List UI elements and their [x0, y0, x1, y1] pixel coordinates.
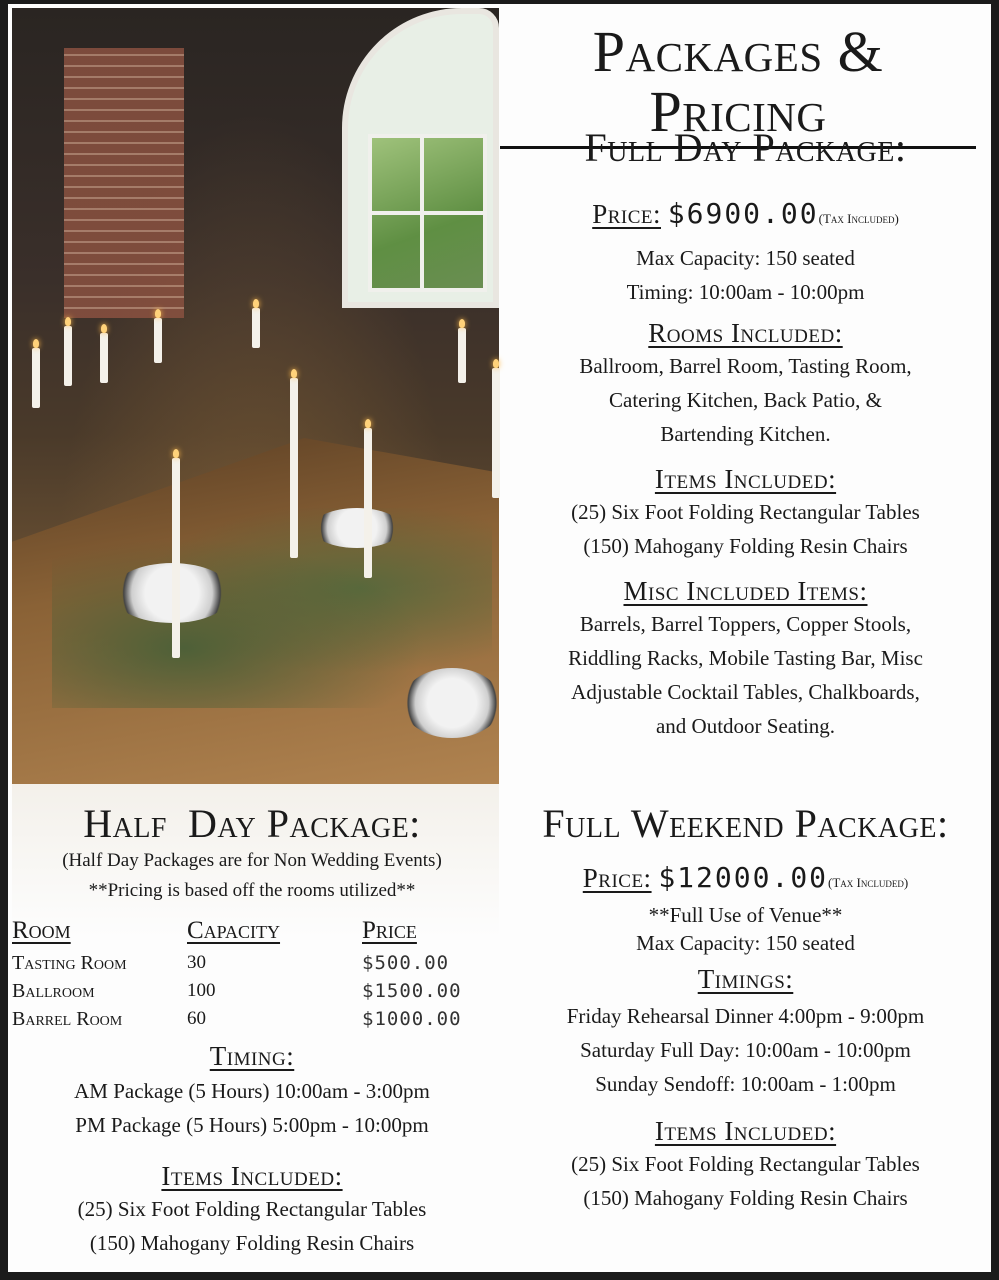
candle	[64, 326, 72, 386]
full-venue-note: **Full Use of Venue**	[648, 903, 843, 927]
column-header-price: Price	[362, 917, 417, 944]
misc-heading: Misc Included Items:	[623, 576, 868, 606]
rooms-heading: Rooms Included:	[648, 318, 843, 348]
plate	[312, 508, 402, 548]
plate	[402, 668, 502, 738]
items-heading: Items Included:	[654, 1116, 837, 1146]
items-line: (150) Mahogany Folding Resin Chairs	[583, 534, 908, 558]
items-heading: Items Included:	[654, 464, 837, 494]
candle	[492, 368, 500, 498]
items-line: (25) Six Foot Folding Rectangular Tables	[571, 500, 920, 524]
pricing-sheet	[8, 4, 991, 1272]
rooms-line: Bartending Kitchen.	[660, 422, 831, 446]
candle	[32, 348, 40, 408]
page-title: Packages & Pricing	[500, 22, 976, 149]
timing-heading: Timing:	[209, 1041, 295, 1071]
items-heading: Items Included:	[161, 1161, 343, 1191]
room-name: Tasting Room	[12, 951, 127, 974]
price-value: $12000.00	[658, 861, 829, 894]
timings-line: Sunday Sendoff: 10:00am - 1:00pm	[595, 1072, 896, 1096]
price-value: $6900.00	[667, 197, 819, 230]
price-label: Price:	[592, 199, 661, 229]
timings-heading: Timings:	[697, 964, 794, 994]
room-price: $1000.00	[362, 1008, 462, 1030]
full-weekend-capacity: Max Capacity: 150 seated	[636, 931, 855, 955]
full-day-heading: Full Day Package:	[584, 125, 907, 170]
misc-line: and Outdoor Seating.	[655, 714, 836, 738]
items-line: (150) Mahogany Folding Resin Chairs	[583, 1186, 908, 1210]
misc-line: Riddling Racks, Mobile Tasting Bar, Misc	[568, 646, 923, 670]
timings-line: Friday Rehearsal Dinner 4:00pm - 9:00pm	[566, 1004, 925, 1028]
half-day-heading: Half Day Package:	[83, 801, 421, 846]
rooms-line: Catering Kitchen, Back Patio, &	[609, 388, 882, 412]
candle	[100, 333, 108, 383]
tax-note: (Tax Included)	[828, 875, 909, 890]
room-capacity: 100	[187, 980, 216, 1001]
full-day-timing: Timing: 10:00am - 10:00pm	[626, 280, 865, 304]
full-day-section	[500, 126, 991, 743]
full-weekend-price	[500, 860, 991, 901]
half-day-section	[12, 802, 492, 906]
candle	[172, 458, 180, 658]
items-line: (25) Six Foot Folding Rectangular Tables	[77, 1197, 427, 1221]
candle	[252, 308, 260, 348]
room-name: Barrel Room	[12, 1007, 123, 1030]
venue-photo	[12, 8, 499, 784]
table-row	[12, 977, 492, 1005]
full-day-capacity: Max Capacity: 150 seated	[636, 246, 855, 270]
table-row	[12, 1005, 492, 1033]
candle	[458, 328, 466, 383]
room-capacity: 60	[187, 1008, 206, 1029]
full-day-price	[500, 196, 991, 237]
tax-note: (Tax Included)	[818, 211, 899, 226]
column-header-capacity: Capacity	[187, 917, 281, 944]
candle	[364, 428, 372, 578]
room-capacity: 30	[187, 952, 206, 973]
timing-line: PM Package (5 Hours) 5:00pm - 10:00pm	[75, 1113, 429, 1137]
table-row	[12, 949, 492, 977]
candle	[290, 378, 298, 558]
arched-window	[342, 8, 499, 308]
full-weekend-heading: Full Weekend Package:	[542, 801, 949, 846]
column-header-room: Room	[12, 917, 71, 944]
half-day-room-table	[12, 917, 492, 1033]
misc-line: Adjustable Cocktail Tables, Chalkboards,	[571, 680, 920, 704]
half-day-timing-section	[12, 1040, 492, 1260]
items-line: (150) Mahogany Folding Resin Chairs	[89, 1231, 415, 1255]
misc-line: Barrels, Barrel Toppers, Copper Stools,	[579, 612, 912, 636]
items-line: (25) Six Foot Folding Rectangular Tables	[571, 1152, 920, 1176]
rooms-line: Ballroom, Barrel Room, Tasting Room,	[579, 354, 912, 378]
half-day-note: (Half Day Packages are for Non Wedding Events)	[62, 850, 442, 871]
room-price: $1500.00	[362, 980, 462, 1002]
full-weekend-section	[500, 802, 991, 1215]
room-price: $500.00	[362, 952, 450, 974]
candle	[154, 318, 162, 363]
room-name: Ballroom	[12, 979, 95, 1002]
timings-line: Saturday Full Day: 10:00am - 10:00pm	[580, 1038, 911, 1062]
price-label: Price:	[582, 863, 652, 893]
half-day-note: **Pricing is based off the rooms utilized**	[88, 880, 416, 901]
timing-line: AM Package (5 Hours) 10:00am - 3:00pm	[74, 1079, 430, 1103]
table-header-row	[12, 917, 492, 949]
brick-wall	[64, 48, 184, 318]
